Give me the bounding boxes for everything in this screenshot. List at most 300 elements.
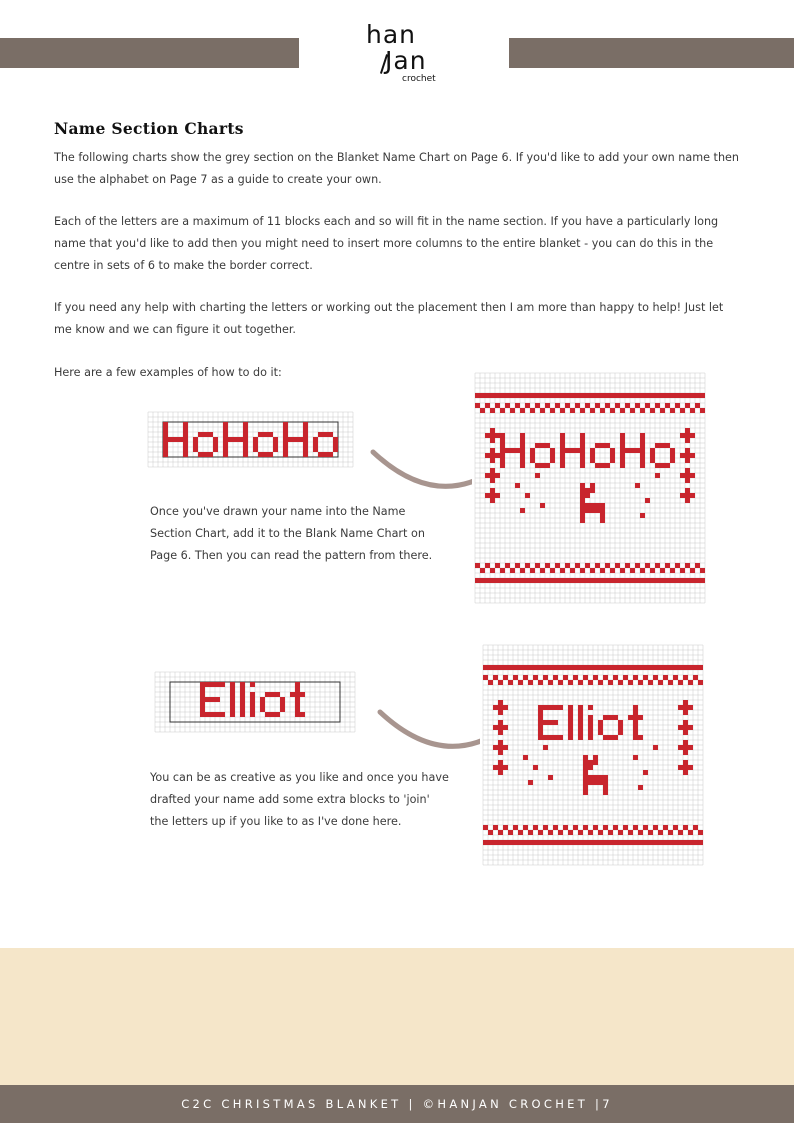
stitch-block [640,433,645,438]
stitch-block [535,563,540,568]
stitch-block [163,422,168,427]
stitch-block [560,443,565,448]
stitch-block [260,707,265,712]
stitch-block [598,680,603,685]
stitch-block [653,825,658,830]
stitch-block [610,448,615,453]
stitch-block [208,432,213,437]
stitch-block [680,393,685,398]
stitch-block [483,840,488,845]
stitch-block [655,578,660,583]
stitch-block [685,403,690,408]
stitch-block [593,780,598,785]
stitch-block [200,687,205,692]
stitch-block [515,403,520,408]
stitch-block [665,443,670,448]
stitch-block [633,665,638,670]
blanket-chart-hohoho [472,370,710,608]
stitch-block [538,725,543,730]
stitch-block [620,393,625,398]
stitch-block [560,433,565,438]
stitch-block [600,463,605,468]
stitch-block [603,785,608,790]
stitch-block [270,692,275,697]
stitch-block [578,725,583,730]
stitch-block [520,453,525,458]
stitch-block [678,840,683,845]
stitch-block [510,393,515,398]
stitch-block [333,447,338,452]
stitch-block [685,498,690,503]
stitch-block [685,393,690,398]
stitch-block [498,745,503,750]
stitch-block [670,578,675,583]
stitch-block [653,840,658,845]
stitch-block [683,705,688,710]
stitch-block [655,563,660,568]
stitch-block [590,508,595,513]
stitch-block [498,700,503,705]
paragraph-4: Here are a few examples of how to do it: [54,366,282,379]
stitch-block [668,840,673,845]
stitch-block [493,705,498,710]
stitch-block [490,458,495,463]
stitch-block [303,432,308,437]
stitch-block [698,830,703,835]
stitch-block [498,725,503,730]
stitch-block [535,578,540,583]
stitch-block [623,675,628,680]
stitch-block [545,403,550,408]
stitch-block [215,712,220,717]
stitch-block [683,730,688,735]
stitch-block [510,568,515,573]
stitch-block [485,453,490,458]
stitch-block [525,393,530,398]
stitch-block [648,830,653,835]
stitch-block [560,408,565,413]
stitch-block [513,665,518,670]
stitch-block [538,720,543,725]
stitch-block [500,458,505,463]
stitch-block [500,448,505,453]
stitch-block [583,780,588,785]
stitch-block [590,393,595,398]
stitch-block [665,403,670,408]
stitch-block [520,568,525,573]
stitch-block [258,432,263,437]
stitch-block [568,830,573,835]
stitch-block [240,697,245,702]
stitch-block [603,780,608,785]
stitch-block [545,563,550,568]
stitch-block [213,442,218,447]
stitch-block [578,840,583,845]
stitch-block [540,463,545,468]
stitch-block [518,680,523,685]
stitch-block [500,568,505,573]
stitch-block [560,463,565,468]
stitch-block [183,427,188,432]
stitch-block [553,705,558,710]
stitch-block [688,765,693,770]
logo-line-3: crochet [402,74,436,84]
stitch-block [503,745,508,750]
stitch-block [685,488,690,493]
stitch-block [643,675,648,680]
stitch-block [495,403,500,408]
stitch-block [520,463,525,468]
stitch-block [628,715,633,720]
stitch-block [208,452,213,457]
stitch-block [498,730,503,735]
stitch-block [638,785,643,790]
stitch-block [583,775,588,780]
stitch-block [678,705,683,710]
stitch-block [675,578,680,583]
stitch-block [568,680,573,685]
stitch-block [690,408,695,413]
stitch-block [163,427,168,432]
stitch-block [663,840,668,845]
stitch-block [303,422,308,427]
stitch-block [550,453,555,458]
stitch-block [545,463,550,468]
stitch-block [223,422,228,427]
stitch-block [595,563,600,568]
stitch-block [683,840,688,845]
stitch-block [490,578,495,583]
stitch-block [495,563,500,568]
stitch-block [658,680,663,685]
stitch-block [198,432,203,437]
stitch-block [623,665,628,670]
stitch-block [565,403,570,408]
stitch-block [520,508,525,513]
stitch-block [600,408,605,413]
stitch-block [588,775,593,780]
stitch-block [500,438,505,443]
stitch-block [673,840,678,845]
stitch-block [618,720,623,725]
stitch-block [550,578,555,583]
stitch-block [498,840,503,845]
stitch-block [200,712,205,717]
stitch-block [263,432,268,437]
stitch-block [683,825,688,830]
stitch-block [300,712,305,717]
stitch-block [563,825,568,830]
stitch-block [678,765,683,770]
stitch-block [488,840,493,845]
stitch-block [163,432,168,437]
stitch-block [240,712,245,717]
stitch-block [645,393,650,398]
stitch-block [575,393,580,398]
stitch-block [490,433,495,438]
stitch-block [653,675,658,680]
stitch-block [625,578,630,583]
stitch-block [583,760,588,765]
stitch-block [528,780,533,785]
stitch-block [210,682,215,687]
stitch-block [605,403,610,408]
stitch-block [568,840,573,845]
stitch-block [685,428,690,433]
paragraph-1: The following charts show the grey section on the Blanket Name Chart on Page 6. If you'd like to add your own name then use the alphabet on Page 7 as a guide to create your own. [54,151,740,186]
stitch-block [538,715,543,720]
stitch-block [690,433,695,438]
stitch-block [570,568,575,573]
stitch-block [685,433,690,438]
stitch-block [500,408,505,413]
stitch-block [695,578,700,583]
stitch-block [535,463,540,468]
stitch-block [618,730,623,735]
stitch-block [678,745,683,750]
stitch-block [283,427,288,432]
stitch-block [323,432,328,437]
stitch-block [475,403,480,408]
stitch-block [603,675,608,680]
stitch-block [620,568,625,573]
stitch-block [178,437,183,442]
stitch-block [273,437,278,442]
stitch-block [548,830,553,835]
stitch-block [580,508,585,513]
stitch-block [298,437,303,442]
stitch-block [593,840,598,845]
stitch-block [638,840,643,845]
stitch-block [183,447,188,452]
stitch-block [205,712,210,717]
stitch-block [625,403,630,408]
stitch-block [530,393,535,398]
stitch-block [233,437,238,442]
stitch-block [543,720,548,725]
stitch-block [585,563,590,568]
stitch-block [600,393,605,398]
stitch-block [670,408,675,413]
stitch-block [183,422,188,427]
stitch-block [655,443,660,448]
stitch-block [303,437,308,442]
footer-bar [0,1085,794,1123]
stitch-block [578,830,583,835]
stitch-block [238,437,243,442]
stitch-block [585,503,590,508]
stitch-block [253,437,258,442]
stitch-block [518,665,523,670]
stitch-block [580,518,585,523]
stitch-block [620,408,625,413]
stitch-block [630,448,635,453]
hanjan-logo [355,18,450,88]
stitch-block [595,393,600,398]
stitch-block [163,437,168,442]
stitch-block [568,705,573,710]
stitch-block [568,725,573,730]
stitch-block [605,563,610,568]
stitch-block [638,830,643,835]
stitch-block [570,393,575,398]
stitch-block [520,458,525,463]
stitch-block [650,458,655,463]
stitch-block [200,682,205,687]
stitch-block [583,765,588,770]
stitch-block [533,665,538,670]
stitch-block [555,393,560,398]
stitch-block [520,443,525,448]
stitch-block [243,452,248,457]
stitch-block [553,735,558,740]
stitch-block [655,463,660,468]
stitch-block [240,692,245,697]
example-1-caption: Once you've drawn your name into the Name Section Chart, add it to the Blank Name Chart on Page 6. Then you can read the pattern from there. [150,505,433,562]
stitch-block [663,675,668,680]
stitch-block [253,447,258,452]
stitch-block [638,665,643,670]
stitch-block [508,840,513,845]
stitch-block [588,725,593,730]
stitch-block [250,707,255,712]
stitch-block [693,675,698,680]
stitch-block [613,840,618,845]
stitch-block [643,825,648,830]
header-band-left [0,38,299,68]
stitch-block [588,720,593,725]
stitch-block [620,463,625,468]
stitch-block [570,578,575,583]
stitch-block [490,428,495,433]
stitch-block [230,707,235,712]
stitch-block [505,563,510,568]
stitch-block [523,840,528,845]
stitch-block [318,452,323,457]
stitch-block [490,453,495,458]
stitch-block [490,393,495,398]
stitch-block [598,730,603,735]
stitch-block [483,675,488,680]
stitch-block [210,697,215,702]
stitch-block [620,438,625,443]
stitch-block [503,825,508,830]
stitch-block [525,403,530,408]
stitch-block [543,745,548,750]
stitch-block [513,675,518,680]
stitch-block [230,712,235,717]
stitch-block [528,840,533,845]
stitch-block [620,433,625,438]
stitch-block [673,665,678,670]
footer-text: C2C CHRISTMAS BLANKET | ©HANJAN CROCHET |7 [181,1097,613,1111]
stitch-block [598,665,603,670]
stitch-block [543,705,548,710]
stitch-block [603,715,608,720]
stitch-block [568,735,573,740]
stitch-block [618,840,623,845]
stitch-block [548,705,553,710]
stitch-block [665,463,670,468]
stitch-block [560,448,565,453]
stitch-block [490,488,495,493]
stitch-block [700,578,705,583]
stitch-block [580,513,585,518]
stitch-block [580,443,585,448]
stitch-block [585,508,590,513]
stitch-block [568,665,573,670]
stitch-block [520,393,525,398]
stitch-block [660,393,665,398]
stitch-block [640,438,645,443]
stitch-block [203,432,208,437]
stitch-block [503,675,508,680]
stitch-block [680,493,685,498]
stitch-block [613,825,618,830]
stitch-block [650,568,655,573]
stitch-block [538,830,543,835]
stitch-block [560,458,565,463]
stitch-block [513,825,518,830]
stitch-block [580,448,585,453]
stitch-block [568,730,573,735]
stitch-block [675,393,680,398]
stitch-block [578,730,583,735]
stitch-block [480,578,485,583]
stitch-block [675,403,680,408]
stitch-block [640,408,645,413]
stitch-block [560,578,565,583]
stitch-block [585,488,590,493]
stitch-block [643,840,648,845]
stitch-block [260,702,265,707]
stitch-block [240,702,245,707]
stitch-block [230,702,235,707]
stitch-block [700,393,705,398]
stitch-block [280,707,285,712]
stitch-block [690,393,695,398]
stitch-block [555,563,560,568]
stitch-block [695,393,700,398]
stitch-block [590,568,595,573]
stitch-block [488,665,493,670]
stitch-block [678,830,683,835]
stitch-block [295,682,300,687]
stitch-block [635,483,640,488]
stitch-block [560,453,565,458]
blanket-chart-hohoho-svg [472,370,710,608]
stitch-block [163,452,168,457]
stitch-block [288,437,293,442]
stitch-block [498,710,503,715]
stitch-block [690,473,695,478]
stitch-block [588,665,593,670]
stitch-block [230,697,235,702]
stitch-block [580,433,585,438]
stitch-block [213,447,218,452]
stitch-block [510,448,515,453]
stitch-block [575,578,580,583]
stitch-block [283,442,288,447]
stitch-block [485,393,490,398]
stitch-block [490,473,495,478]
stitch-block [638,715,643,720]
stitch-block [683,750,688,755]
stitch-block [563,675,568,680]
stitch-block [558,665,563,670]
stitch-block [318,432,323,437]
stitch-block [565,578,570,583]
